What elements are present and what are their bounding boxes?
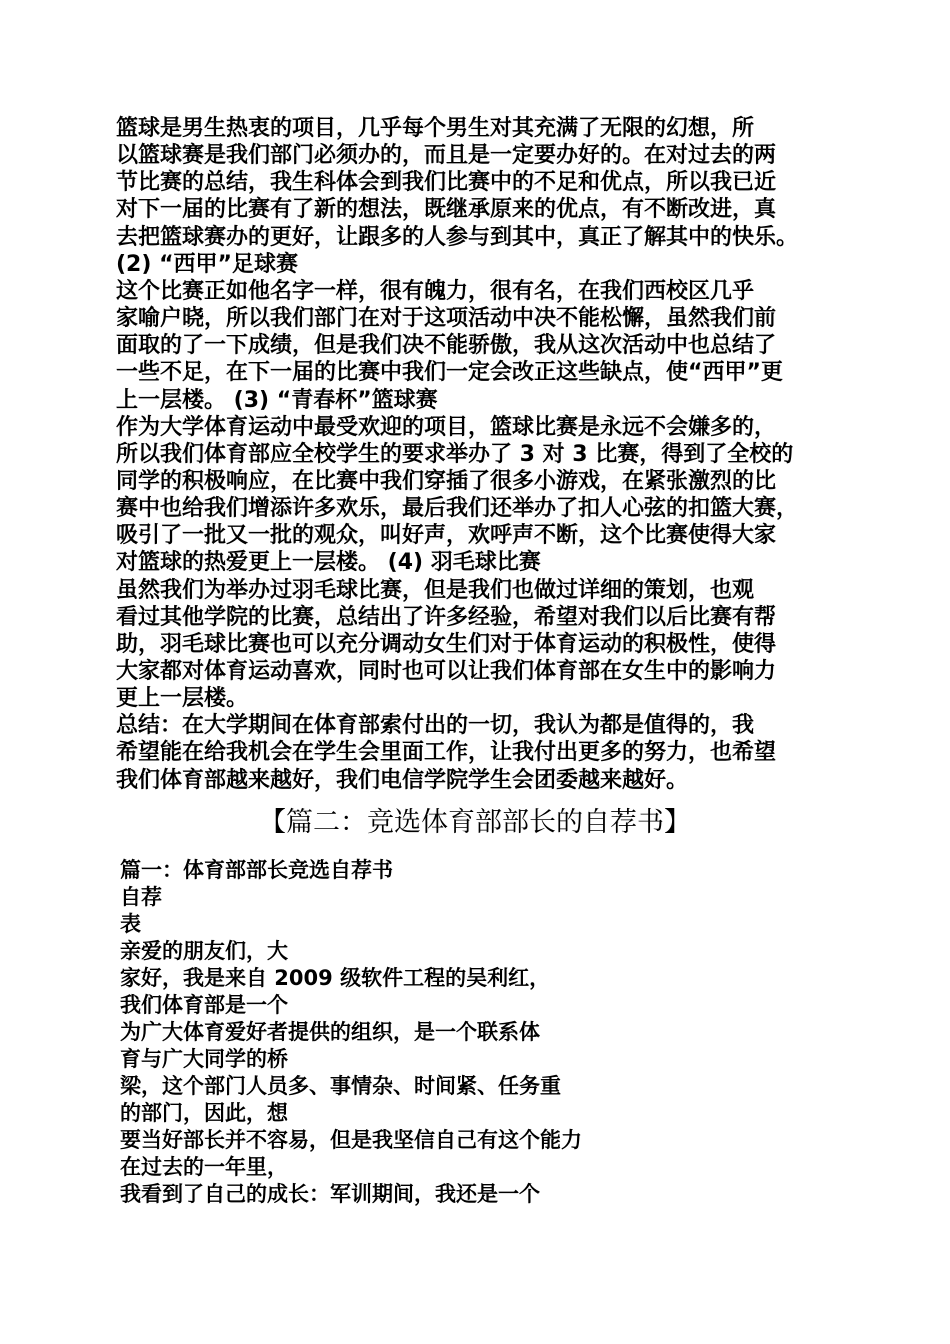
text-line: 表 xyxy=(120,912,141,936)
text-line: 我看到了自己的成长：军训期间，我还是一个 xyxy=(120,1182,540,1206)
text-line: 看过其他学院的比赛，总结出了许多经验，希望对我们以后比赛有帮 xyxy=(116,604,777,630)
text-line: 作为大学体育运动中最受欢迎的项目，篮球比赛是永远不会嫌多的， xyxy=(116,414,777,440)
text-line: 上一层楼。 (3) “青春杯”篮球赛 xyxy=(116,387,438,413)
text-line: 我们体育部是一个 xyxy=(120,993,288,1017)
text-line: 虽然我们为举办过羽毛球比赛，但是我们也做过详细的策划，也观 xyxy=(116,577,755,603)
text-line: 一些不足，在下一届的比赛中我们一定会改正这些缺点，使“西甲”更 xyxy=(116,360,783,386)
text-line: 这个比赛正如他名字一样，很有魄力，很有名，在我们西校区几乎 xyxy=(116,278,755,304)
text-line: 去把篮球赛办的更好，让跟多的人参与到其中，真正了解其中的快乐。 xyxy=(116,224,799,250)
text-line: 总结：在大学期间在体育部索付出的一切，我认为都是值得的，我 xyxy=(116,713,755,739)
text-line: 同学的积极响应，在比赛中我们穿插了很多小游戏，在紧张激烈的比 xyxy=(116,468,777,494)
text-line: 在过去的一年里， xyxy=(120,1155,288,1179)
text-line: 对下一届的比赛有了新的想法，既继承原来的优点，有不断改进，真 xyxy=(116,197,777,223)
text-line: 家好，我是来自 2009 级软件工程的吴利红， xyxy=(120,966,551,990)
text-line: 为广大体育爱好者提供的组织，是一个联系体 xyxy=(120,1020,540,1044)
text-line: 大家都对体育运动喜欢，同时也可以让我们体育部在女生中的影响力 xyxy=(116,659,777,684)
text-line: 赛中也给我们增添许多欢乐，最后我们还举办了扣人心弦的扣篮大赛， xyxy=(116,496,799,522)
text-line: 所以我们体育部应全校学生的要求举办了 3 对 3 比赛，得到了全校的 xyxy=(116,441,794,467)
text-line: 要当好部长并不容易，但是我坚信自己有这个能力 xyxy=(120,1128,582,1152)
text-line: 希望能在给我机会在学生会里面工作，让我付出更多的努力，也希望 xyxy=(116,740,777,766)
text-line: 自荐 xyxy=(120,885,162,909)
text-line: 篮球是男生热衷的项目，几乎每个男生对其充满了无限的幻想，所 xyxy=(116,116,755,141)
text-line: 吸引了一批又一批的观众，叫好声，欢呼声不断，这个比赛使得大家 xyxy=(116,523,777,549)
text-line: 家喻户晓，所以我们部门在对于这项活动中决不能松懈，虽然我们前 xyxy=(116,306,777,331)
text-line: 的部门，因此，想 xyxy=(120,1101,288,1125)
text-line: 以篮球赛是我们部门必须办的，而且是一定要办好的。在对过去的两 xyxy=(116,143,777,169)
text-line: 面取的了一下成绩，但是我们决不能骄傲，我从这次活动中也总结了 xyxy=(116,333,777,359)
text-line: 亲爱的朋友们，大 xyxy=(120,939,288,963)
text-line: 对篮球的热爱更上一层楼。 (4) 羽毛球比赛 xyxy=(116,550,541,576)
text-line: 助，羽毛球比赛也可以充分调动女生们对于体育运动的积极性，使得 xyxy=(116,631,777,657)
text-line: (2) “西甲”足球赛 xyxy=(116,251,298,277)
text-line: 更上一层楼。 xyxy=(116,686,249,712)
text-line: 篇一：体育部部长竞选自荐书 xyxy=(120,858,393,882)
text-line: 我们体育部越来越好，我们电信学院学生会团委越来越好。 xyxy=(116,767,689,793)
text-line: 节比赛的总结，我生科体会到我们比赛中的不足和优点，所以我已近 xyxy=(116,170,777,196)
text-line: 梁，这个部门人员多、事情杂、时间紧、任务重 xyxy=(120,1074,561,1098)
text-line: 育与广大同学的桥 xyxy=(120,1047,288,1071)
section-heading: 【篇二：竞选体育部部长的自荐书】 xyxy=(259,807,691,838)
